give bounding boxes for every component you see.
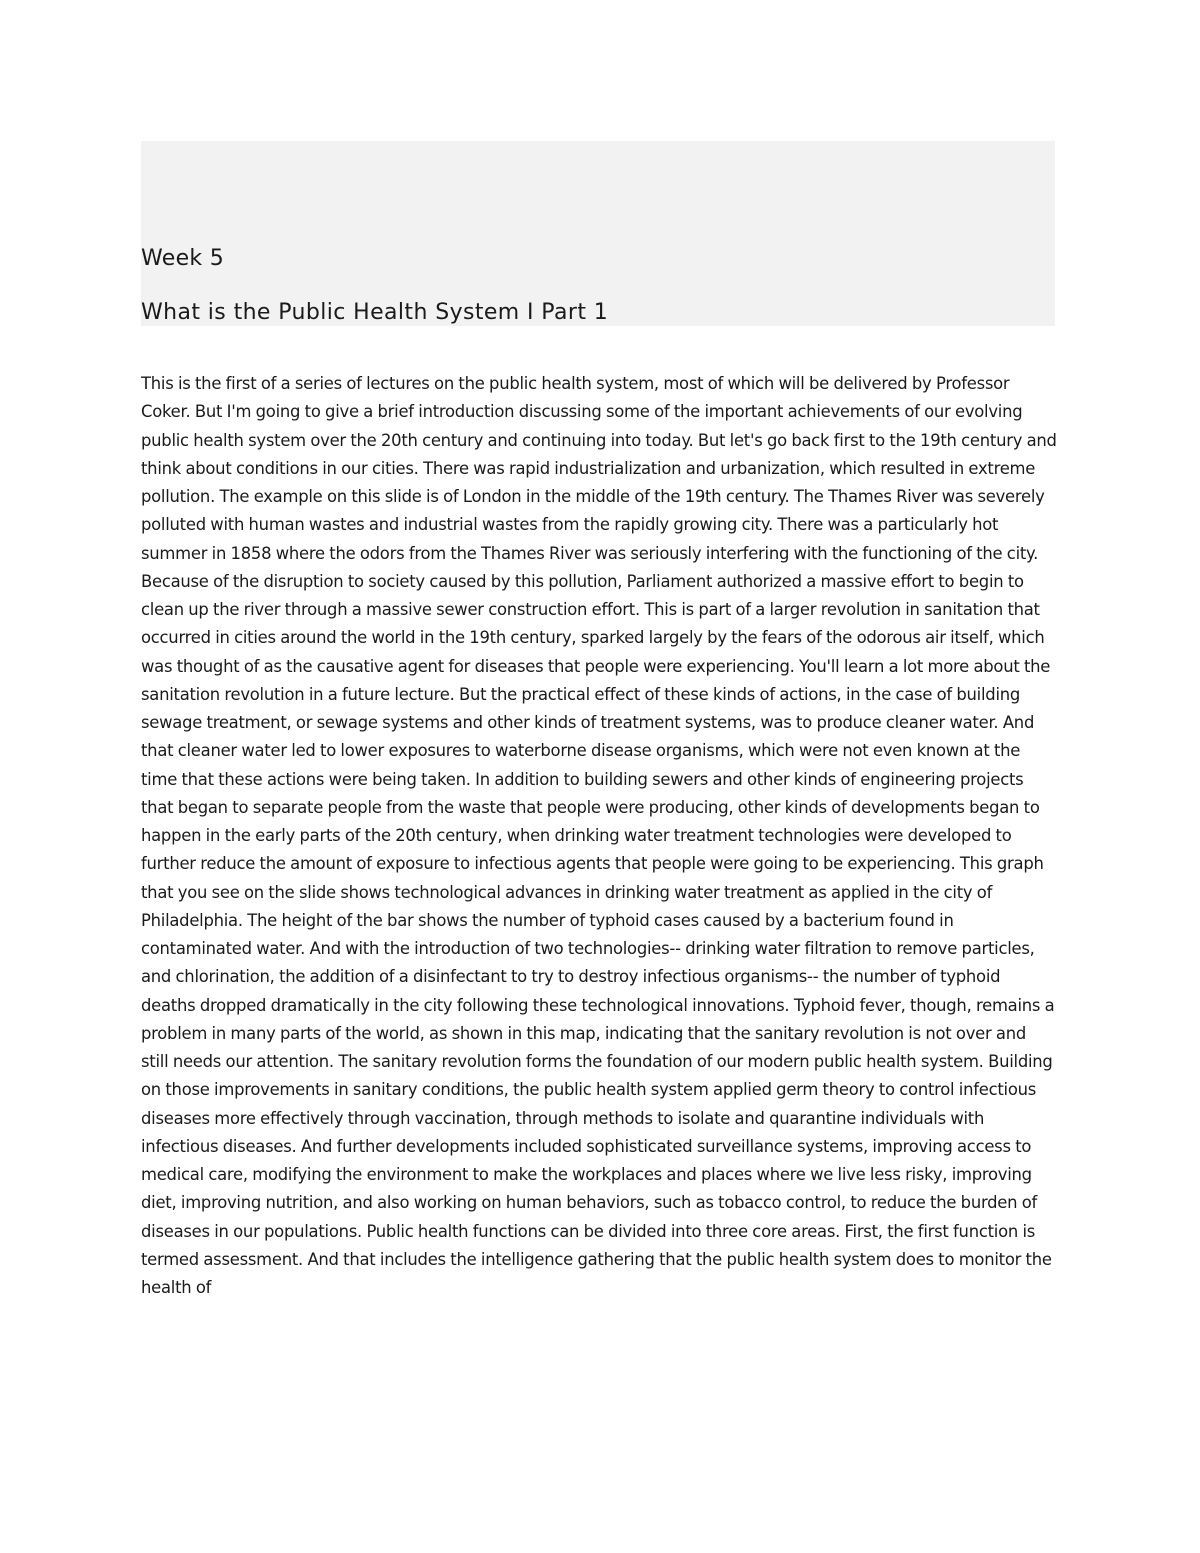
document-title: What is the Public Health System I Part 1 bbox=[141, 300, 609, 325]
week-label: Week 5 bbox=[141, 246, 225, 271]
body-paragraph: This is the first of a series of lectures on the public health system, most of which will be delivered by Professor Coker. But I'm going to give a brief introduction discussing some of the important achievements of our evolving public health system over the 20th century and continuing into today. But let's go back first to the 19th century and think about conditions in our cities. There was rapid industrialization and urbanization, which resulted in extreme pollution. The example on this slide is of London in the middle of the 19th century. The Thames River was severely polluted with human wastes and industrial wastes from the rapidly growing city. There was a particularly hot summer in 1858 where the odors from the Thames River was seriously interfering with the functioning of the city. Because of the disruption to society caused by this pollution, Parliament authorized a massive effort to begin to clean up the river through a massive sewer construction effort. This is part of a larger revolution in sanitation that occurred in cities around the world in the 19th century, sparked largely by the fears of the odorous air itself, which was thought of as the causative agent for diseases that people were experiencing. You'll learn a lot more about the sanitation revolution in a future lecture. But the practical effect of these kinds of actions, in the case of building sewage treatment, or sewage systems and other kinds of treatment systems, was to produce cleaner water. And that cleaner water led to lower exposures to waterborne disease organisms, which were not even known at the time that these actions were being taken. In addition to building sewers and other kinds of engineering projects that began to separate people from the waste that people were producing, other kinds of developments began to happen in the early parts of the 20th century, when drinking water treatment technologies were developed to further reduce the amount of exposure to infectious agents that people were going to be experiencing. This graph that you see on the slide shows technological advances in drinking water treatment as applied in the city of Philadelphia. The height of the bar shows the number of typhoid cases caused by a bacterium found in contaminated water. And with the introduction of two technologies-- drinking water filtration to remove particles, and chlorination, the addition of a disinfectant to try to destroy infectious organisms-- the number of typhoid deaths dropped dramatically in the city following these technological innovations. Typhoid fever, though, remains a problem in many parts of the world, as shown in this map, indicating that the sanitary revolution is not over and still needs our attention. The sanitary revolution forms the foundation of our modern public health system. Building on those improvements in sanitary conditions, the public health system applied germ theory to control infectious diseases more effectively through vaccination, through methods to isolate and quarantine individuals with infectious diseases. And further developments included sophisticated surveillance systems, improving access to medical care, modifying the environment to make the workplaces and places where we live less risky, improving diet, improving nutrition, and also working on human behaviors, such as tobacco control, to reduce the burden of diseases in our populations. Public health functions can be divided into three core areas. First, the first function is termed assessment. And that includes the intelligence gathering that the public health system does to monitor the health of bbox=[141, 374, 1057, 1297]
